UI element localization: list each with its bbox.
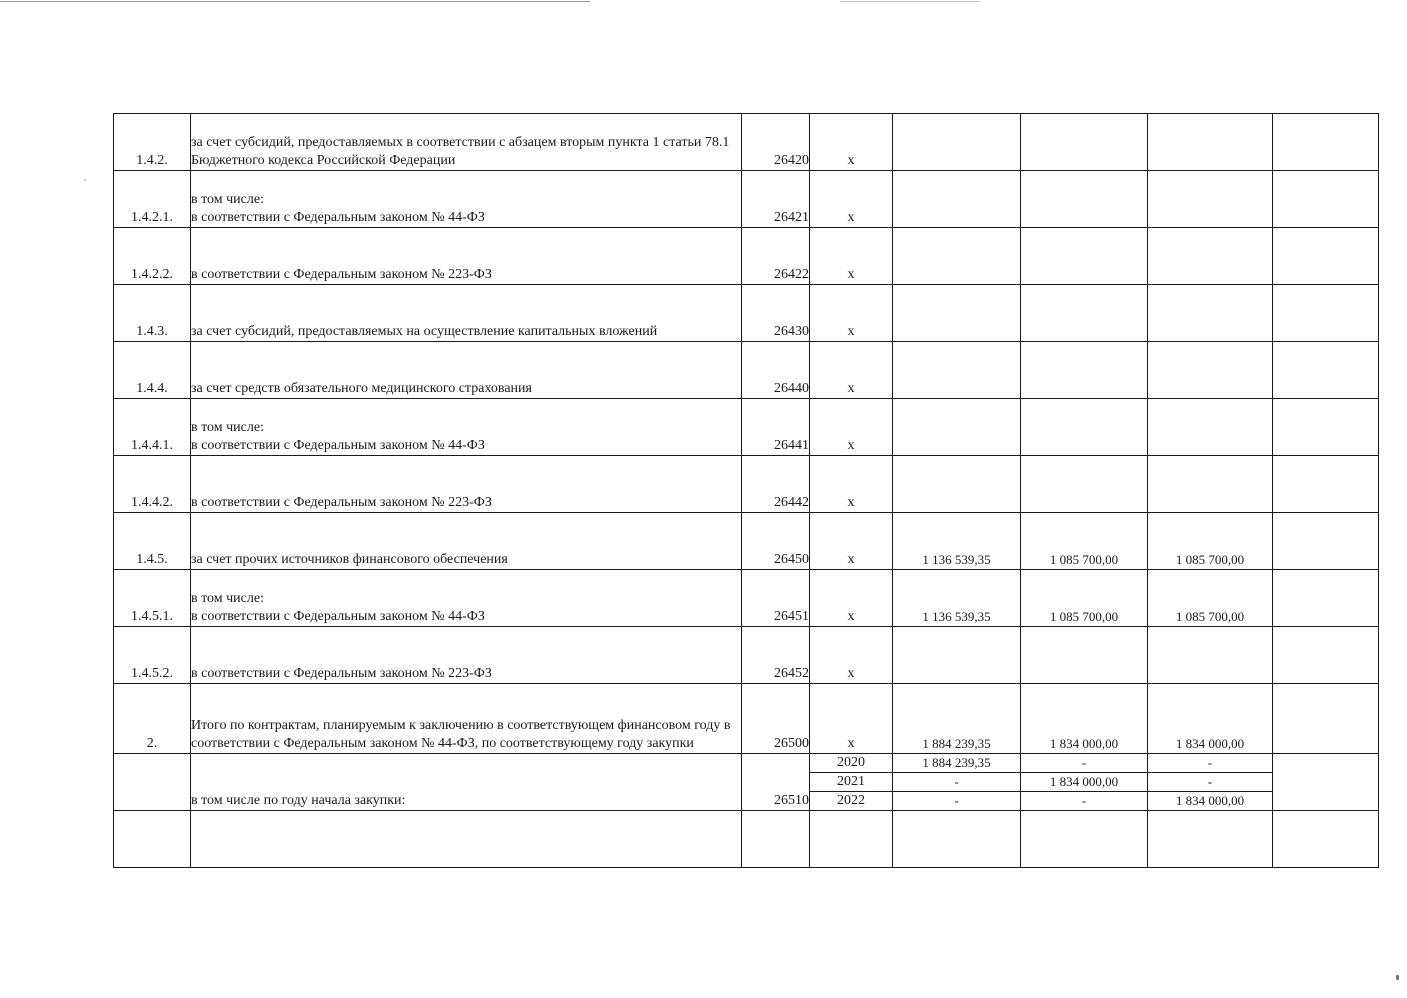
table-row <box>114 171 1379 228</box>
row-description: за счет субсидий, предоставляемых на осуществление капитальных вложений <box>191 285 742 342</box>
row-number: 1.4.3. <box>114 285 191 342</box>
scan-artifact-dot <box>1396 975 1399 980</box>
row-amount-1 <box>893 342 1021 399</box>
row-year: х <box>810 285 893 342</box>
row-amount-2 <box>1021 171 1148 228</box>
row-amount-2: 1 085 700,00 <box>1021 570 1148 627</box>
table-row <box>114 342 1379 399</box>
table-row <box>114 285 1379 342</box>
row-year: х <box>810 399 893 456</box>
row-amount-1 <box>893 399 1021 456</box>
row-number: 1.4.2.1. <box>114 171 191 228</box>
row-amount-3 <box>1148 285 1273 342</box>
table-row <box>114 684 1379 754</box>
table-row <box>114 513 1379 570</box>
row-note <box>1273 171 1379 228</box>
description-line: в том числе: <box>191 420 264 435</box>
description-line: в том числе: <box>191 192 264 207</box>
table-row <box>114 627 1379 684</box>
row-code: 26430 <box>742 285 810 342</box>
row-amount-2: 1 834 000,00 <box>1021 684 1148 754</box>
scan-artifact-dot <box>84 179 86 181</box>
table-row <box>114 114 1379 171</box>
row-note <box>1273 285 1379 342</box>
row-description: в том числе по году начала закупки: <box>191 754 742 811</box>
row-amount-1 <box>893 456 1021 513</box>
row-amount-2 <box>1021 342 1148 399</box>
row-code: 26451 <box>742 570 810 627</box>
row-code: 26450 <box>742 513 810 570</box>
row-note <box>1273 342 1379 399</box>
subrow-amount-3: - <box>1148 773 1273 792</box>
row-note <box>1273 456 1379 513</box>
row-code: 26442 <box>742 456 810 513</box>
row-amount-3: 1 085 700,00 <box>1148 570 1273 627</box>
row-amount-1 <box>893 285 1021 342</box>
row-amount-2 <box>1021 285 1148 342</box>
row-description <box>191 171 742 228</box>
table-row-by-year <box>114 754 1379 773</box>
row-amount-1: 1 884 239,35 <box>893 684 1021 754</box>
subrow-amount-1: - <box>893 773 1021 792</box>
row-code: 26421 <box>742 171 810 228</box>
scan-artifact-top-line-right <box>840 1 980 2</box>
row-description: в соответствии с Федеральным законом № 223-ФЗ <box>191 627 742 684</box>
row-description: Итого по контрактам, планируемым к заключению в соответствующем финансовом году в соответствии с Федеральным законом № 44-ФЗ, по соответствующему году закупки <box>191 684 742 754</box>
row-note <box>1273 754 1379 811</box>
subrow-amount-1: - <box>893 792 1021 811</box>
empty-cell <box>1273 811 1379 868</box>
row-year: х <box>810 456 893 513</box>
empty-cell <box>191 811 742 868</box>
table-row <box>114 456 1379 513</box>
row-year: х <box>810 513 893 570</box>
description-line: в том числе: <box>191 591 264 606</box>
row-amount-1 <box>893 171 1021 228</box>
row-code: 26452 <box>742 627 810 684</box>
row-number: 1.4.5. <box>114 513 191 570</box>
subrow-amount-3: - <box>1148 754 1273 773</box>
row-note <box>1273 228 1379 285</box>
row-number <box>114 754 191 811</box>
row-amount-2 <box>1021 399 1148 456</box>
empty-cell <box>1021 811 1148 868</box>
empty-cell <box>742 811 810 868</box>
row-year: х <box>810 342 893 399</box>
row-amount-1 <box>893 228 1021 285</box>
row-description: за счет субсидий, предоставляемых в соответствии с абзацем вторым пункта 1 статьи 78.1 Бюджетного кодекса Российской Федерации <box>191 114 742 171</box>
row-code: 26500 <box>742 684 810 754</box>
row-amount-2: 1 085 700,00 <box>1021 513 1148 570</box>
row-note <box>1273 684 1379 754</box>
table-row-empty <box>114 811 1379 868</box>
row-number: 2. <box>114 684 191 754</box>
row-amount-3: 1 834 000,00 <box>1148 684 1273 754</box>
subrow-year: 2021 <box>810 773 893 792</box>
row-description: за счет средств обязательного медицинского страхования <box>191 342 742 399</box>
row-amount-2 <box>1021 228 1148 285</box>
empty-cell <box>1148 811 1273 868</box>
row-note <box>1273 114 1379 171</box>
row-year: х <box>810 684 893 754</box>
row-code: 26440 <box>742 342 810 399</box>
row-description: в соответствии с Федеральным законом № 223-ФЗ <box>191 228 742 285</box>
row-amount-3 <box>1148 399 1273 456</box>
subrow-amount-2: - <box>1021 754 1148 773</box>
subrow-amount-3: 1 834 000,00 <box>1148 792 1273 811</box>
empty-cell <box>810 811 893 868</box>
description-line: в соответствии с Федеральным законом № 44-ФЗ <box>191 438 485 453</box>
scan-artifact-top-line <box>0 1 590 2</box>
row-description <box>191 399 742 456</box>
row-amount-3 <box>1148 171 1273 228</box>
row-amount-3 <box>1148 228 1273 285</box>
row-note <box>1273 513 1379 570</box>
row-amount-1 <box>893 627 1021 684</box>
row-number: 1.4.2.2. <box>114 228 191 285</box>
row-code: 26420 <box>742 114 810 171</box>
row-number: 1.4.2. <box>114 114 191 171</box>
row-description: в соответствии с Федеральным законом № 223-ФЗ <box>191 456 742 513</box>
row-amount-2 <box>1021 627 1148 684</box>
row-year: х <box>810 570 893 627</box>
row-amount-3: 1 085 700,00 <box>1148 513 1273 570</box>
procurement-table <box>113 113 1379 868</box>
row-number: 1.4.5.2. <box>114 627 191 684</box>
table-row <box>114 399 1379 456</box>
row-description: за счет прочих источников финансового обеспечения <box>191 513 742 570</box>
row-year: х <box>810 171 893 228</box>
row-description <box>191 570 742 627</box>
row-number: 1.4.4. <box>114 342 191 399</box>
empty-cell <box>114 811 191 868</box>
description-line: в соответствии с Федеральным законом № 44-ФЗ <box>191 210 485 225</box>
table-row <box>114 228 1379 285</box>
empty-cell <box>893 811 1021 868</box>
row-amount-2 <box>1021 456 1148 513</box>
row-amount-1 <box>893 114 1021 171</box>
row-amount-3 <box>1148 114 1273 171</box>
row-number: 1.4.5.1. <box>114 570 191 627</box>
row-amount-1: 1 136 539,35 <box>893 570 1021 627</box>
subrow-amount-1: 1 884 239,35 <box>893 754 1021 773</box>
subrow-amount-2: - <box>1021 792 1148 811</box>
subrow-year: 2022 <box>810 792 893 811</box>
row-amount-1: 1 136 539,35 <box>893 513 1021 570</box>
row-year: х <box>810 228 893 285</box>
row-amount-3 <box>1148 342 1273 399</box>
row-note <box>1273 627 1379 684</box>
row-code: 26422 <box>742 228 810 285</box>
row-amount-3 <box>1148 456 1273 513</box>
row-number: 1.4.4.2. <box>114 456 191 513</box>
subrow-year: 2020 <box>810 754 893 773</box>
row-code: 26441 <box>742 399 810 456</box>
row-code: 26510 <box>742 754 810 811</box>
row-year: х <box>810 627 893 684</box>
row-amount-3 <box>1148 627 1273 684</box>
row-year: х <box>810 114 893 171</box>
row-note <box>1273 399 1379 456</box>
subrow-amount-2: 1 834 000,00 <box>1021 773 1148 792</box>
row-note <box>1273 570 1379 627</box>
row-amount-2 <box>1021 114 1148 171</box>
description-line: в соответствии с Федеральным законом № 44-ФЗ <box>191 609 485 624</box>
row-number: 1.4.4.1. <box>114 399 191 456</box>
table-row <box>114 570 1379 627</box>
